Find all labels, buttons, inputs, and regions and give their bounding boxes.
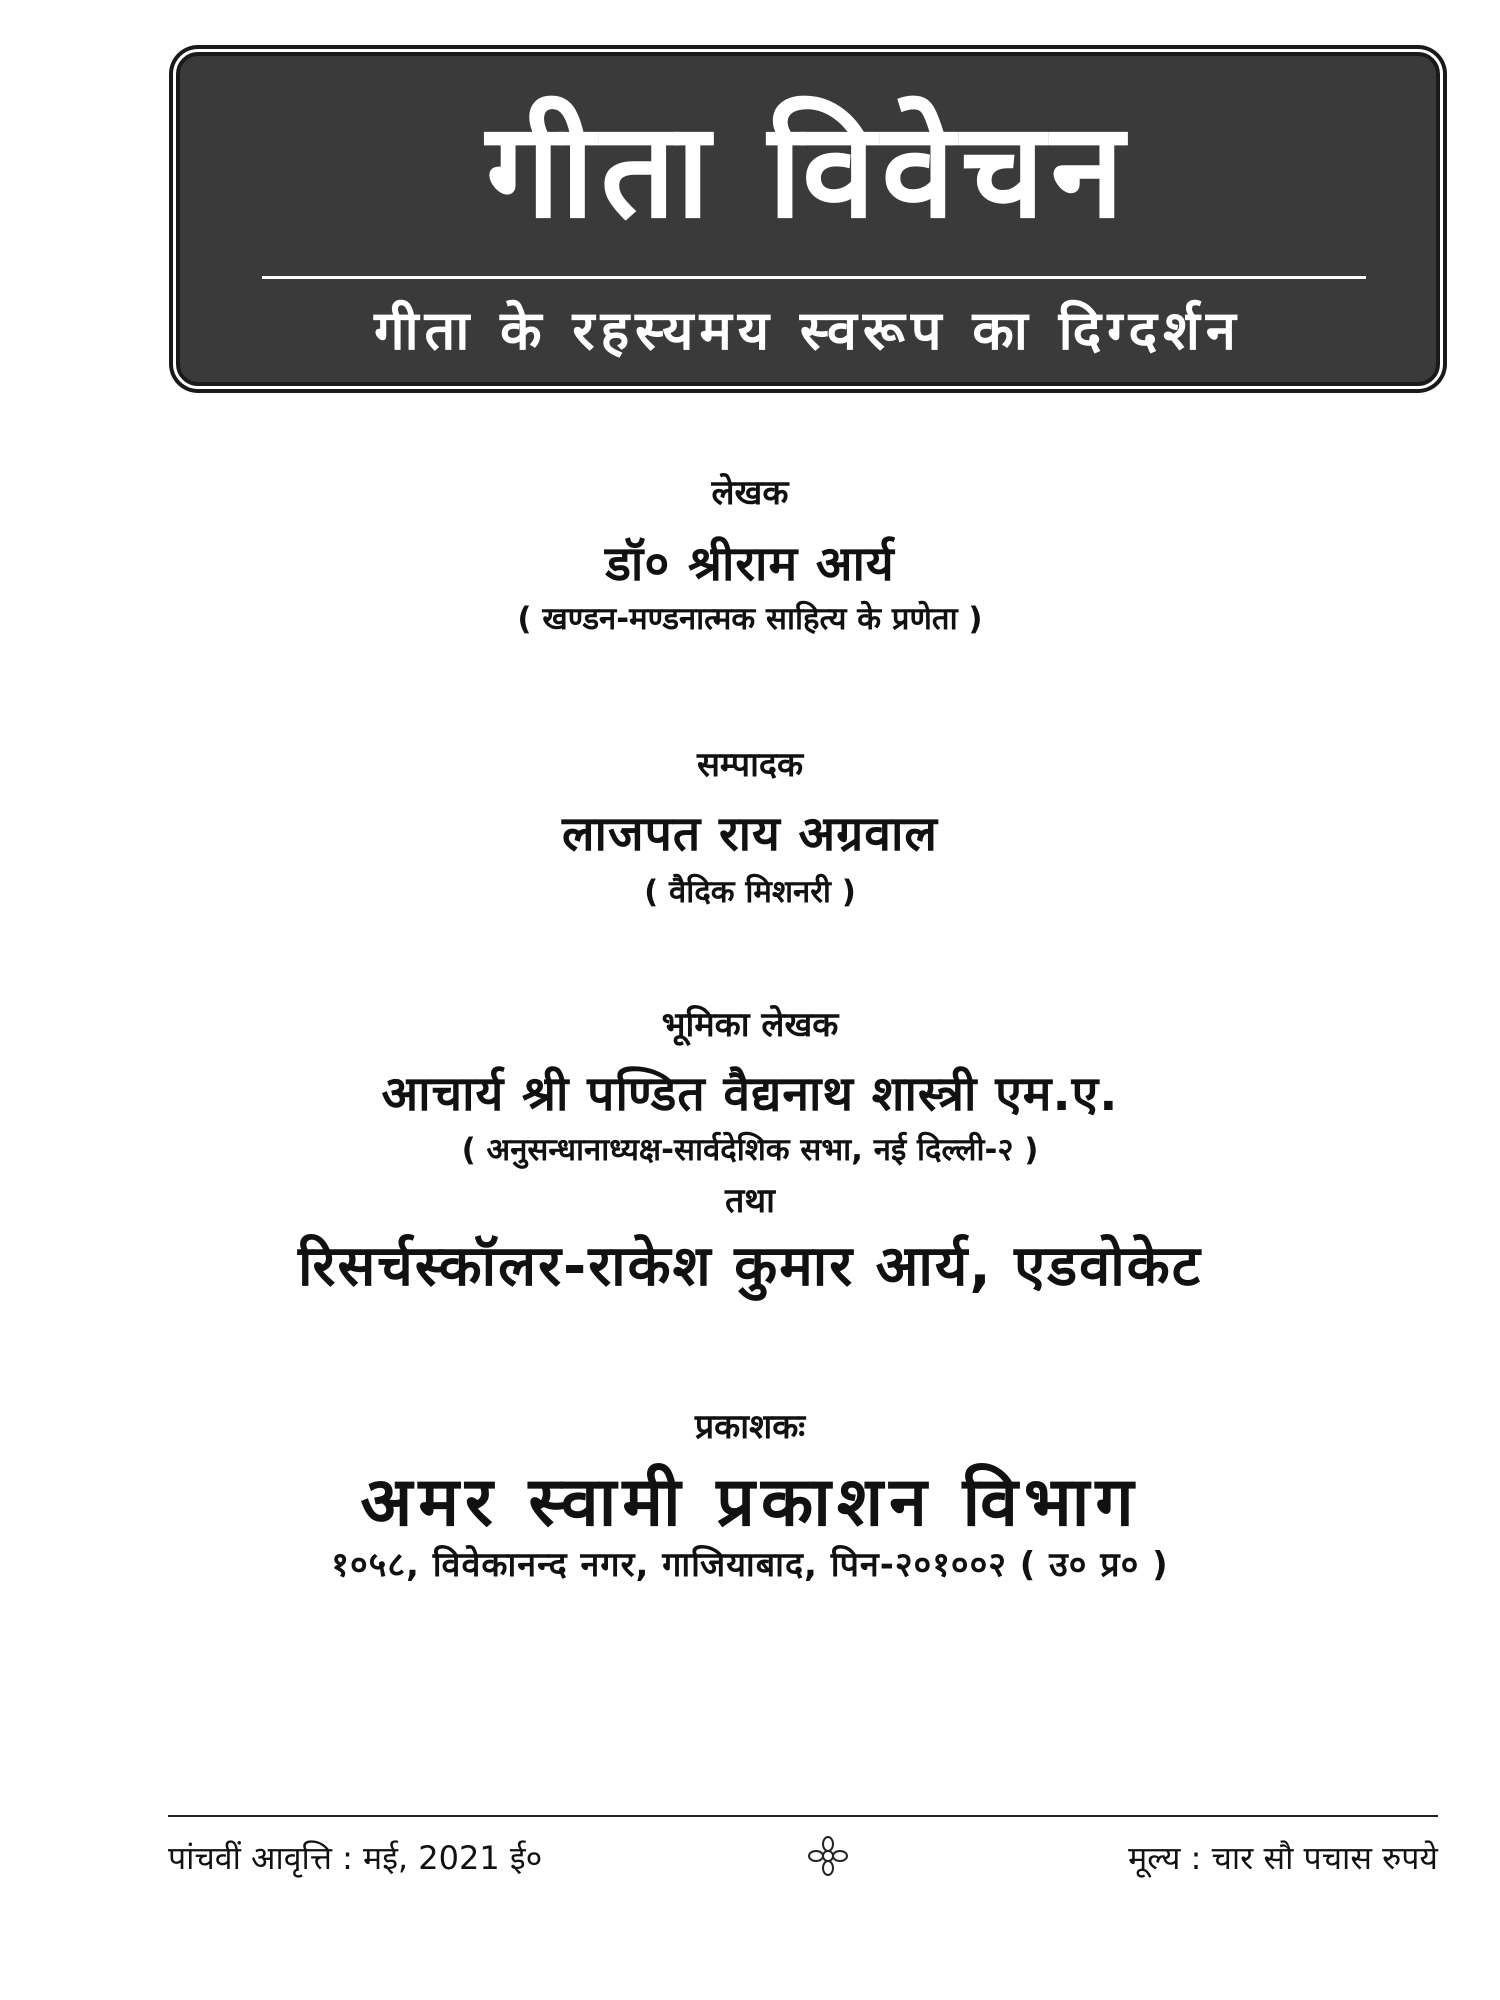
second-foreword-author: रिसर्चस्कॉलर-राकेश कुमार आर्य, एडवोकेट: [298, 1234, 1202, 1299]
price-info: मूल्य : चार सौ पचास रुपये: [1128, 1839, 1438, 1877]
editor-name: लाजपत राय अग्रवाल: [562, 806, 938, 862]
author-description: ( खण्डन-मण्डनात्मक साहित्य के प्रणेता ): [517, 601, 983, 637]
publisher-label: प्रकाशकः: [694, 1407, 806, 1447]
editor-description: ( वैदिक मिशनरी ): [644, 874, 856, 910]
author-label: लेखक: [711, 473, 789, 513]
flower-icon: [808, 1836, 848, 1876]
title-banner: [176, 52, 1440, 386]
foreword-author-name: आचार्य श्री पण्डित वैद्यनाथ शास्त्री एम.ए.: [381, 1066, 1119, 1122]
book-subtitle: गीता के रहस्यमय स्वरूप का दिग्दर्शन: [374, 299, 1242, 362]
conjunction-text: तथा: [725, 1181, 775, 1221]
publisher-address: १०५८, विवेकानन्द नगर, गाजियाबाद, पिन-२०१००२ ( उ० प्र० ): [331, 1545, 1169, 1585]
foreword-label: भूमिका लेखक: [661, 1005, 839, 1045]
foreword-author-description: ( अनुसन्धानाध्यक्ष-सार्वदेशिक सभा, नई दिल्ली-२ ): [461, 1132, 1039, 1168]
banner-divider: [262, 276, 1366, 279]
editor-label: सम्पादक: [696, 745, 804, 785]
book-title: गीता विवेचन: [486, 94, 1130, 248]
edition-info: पांचवीं आवृत्ति : मई, 2021 ई०: [168, 1839, 543, 1877]
footer-divider: [168, 1815, 1438, 1817]
author-name: डॉ० श्रीराम आर्य: [605, 536, 895, 592]
publisher-name: अमर स्वामी प्रकाशन विभाग: [360, 1463, 1140, 1542]
